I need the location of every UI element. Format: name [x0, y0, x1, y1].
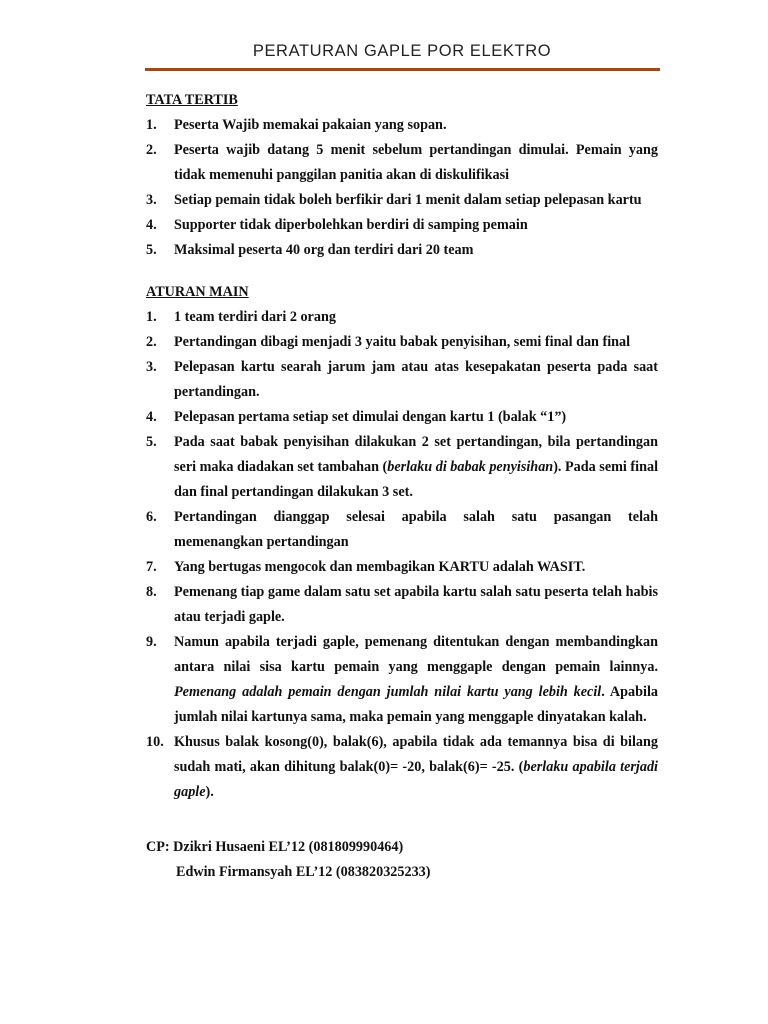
item-text: Pada saat babak penyisihan dilakukan 2 set pertandingan, bila pertandingan seri maka diadakan set tambahan ( [174, 434, 658, 475]
list-item [146, 430, 658, 505]
aturan-main-list [146, 305, 658, 805]
item-number: 8. [146, 584, 157, 600]
item-number: 1. [146, 117, 157, 133]
item-text: Namun apabila terjadi gaple, pemenang ditentukan dengan membandingkan antara nilai sisa kartu pemain yang menggaple dengan pemain lainnya. [174, 634, 658, 675]
item-text: Maksimal peserta 40 org dan terdiri dari 20 team [174, 242, 474, 258]
item-text: Yang bertugas mengocok dan membagikan KARTU adalah WASIT. [174, 559, 586, 575]
item-number: 3. [146, 359, 157, 375]
item-number: 2. [146, 142, 157, 158]
item-text: Pelepasan kartu searah jarum jam atau atas kesepakatan peserta pada saat pertandingan. [174, 359, 658, 400]
item-number: 4. [146, 409, 157, 425]
item-number: 5. [146, 242, 157, 258]
item-text-italic: berlaku di babak penyisihan [387, 459, 554, 475]
list-item [146, 330, 658, 355]
item-text: Pertandingan dibagi menjadi 3 yaitu babak penyisihan, semi final dan final [174, 334, 631, 350]
item-text: Setiap pemain tidak boleh berfikir dari 1 menit dalam setiap pelepasan kartu [174, 192, 642, 208]
list-item [146, 113, 658, 138]
item-number: 6. [146, 509, 157, 525]
list-item [146, 730, 658, 805]
contact-person-2: Edwin Firmansyah EL’12 (083820325233) [176, 864, 431, 880]
list-item [146, 305, 658, 330]
section-title-tata-tertib: TATA TERTIB [146, 92, 238, 108]
item-text: 1 team terdiri dari 2 orang [174, 309, 336, 325]
item-text-italic: berlaku apabila terjadi gaple [174, 759, 658, 800]
item-text: ). Pada semi final dan final pertandingan dilakukan 3 set. [174, 459, 659, 500]
list-item [146, 213, 658, 238]
item-text: ). [205, 784, 214, 800]
item-number: 10. [146, 734, 164, 750]
list-item [146, 355, 658, 405]
item-text: Pertandingan dianggap selesai apabila salah satu pasangan telah memenangkan pertandingan [174, 509, 658, 550]
list-item [146, 188, 658, 213]
header-divider [145, 68, 660, 71]
item-number: 3. [146, 192, 157, 208]
list-item [146, 555, 658, 580]
item-text: Pelepasan pertama setiap set dimulai dengan kartu 1 (balak “1”) [174, 409, 567, 425]
list-item [146, 405, 658, 430]
item-number: 7. [146, 559, 157, 575]
page-title: PERATURAN GAPLE POR ELEKTRO [252, 42, 552, 60]
item-number: 1. [146, 309, 157, 325]
section-title-aturan-main: ATURAN MAIN [146, 284, 249, 300]
document-body [146, 88, 658, 885]
item-text-italic: Pemenang adalah pemain dengan jumlah nilai kartu yang lebih kecil [174, 684, 602, 700]
item-number: 4. [146, 217, 157, 233]
tata-tertib-list [146, 113, 658, 263]
item-text: . Apabila jumlah nilai kartunya sama, maka pemain yang menggaple dinyatakan kalah. [174, 684, 658, 725]
list-item [146, 138, 658, 188]
list-item [146, 580, 658, 630]
section-spacer [146, 263, 658, 280]
item-number: 9. [146, 634, 157, 650]
item-text: Peserta Wajib memakai pakaian yang sopan. [174, 117, 447, 133]
contact-person-1: CP: Dzikri Husaeni EL’12 (081809990464) [146, 839, 404, 855]
item-number: 5. [146, 434, 157, 450]
list-item [146, 238, 658, 263]
item-text: Peserta wajib datang 5 menit sebelum pertandingan dimulai. Pemain yang tidak memenuhi panggilan panitia akan di diskulifikasi [174, 142, 658, 183]
contact-spacer [146, 805, 658, 835]
list-item [146, 630, 658, 730]
list-item [146, 505, 658, 555]
item-text: Pemenang tiap game dalam satu set apabila kartu salah satu peserta telah habis atau terjadi gaple. [174, 584, 658, 625]
item-text: Khusus balak kosong(0), balak(6), apabila tidak ada temannya bisa di bilang sudah mati, akan dihitung balak(0)= -20, balak(6)= -25. ( [174, 734, 658, 775]
item-text: Supporter tidak diperbolehkan berdiri di samping pemain [174, 217, 528, 233]
item-number: 2. [146, 334, 157, 350]
